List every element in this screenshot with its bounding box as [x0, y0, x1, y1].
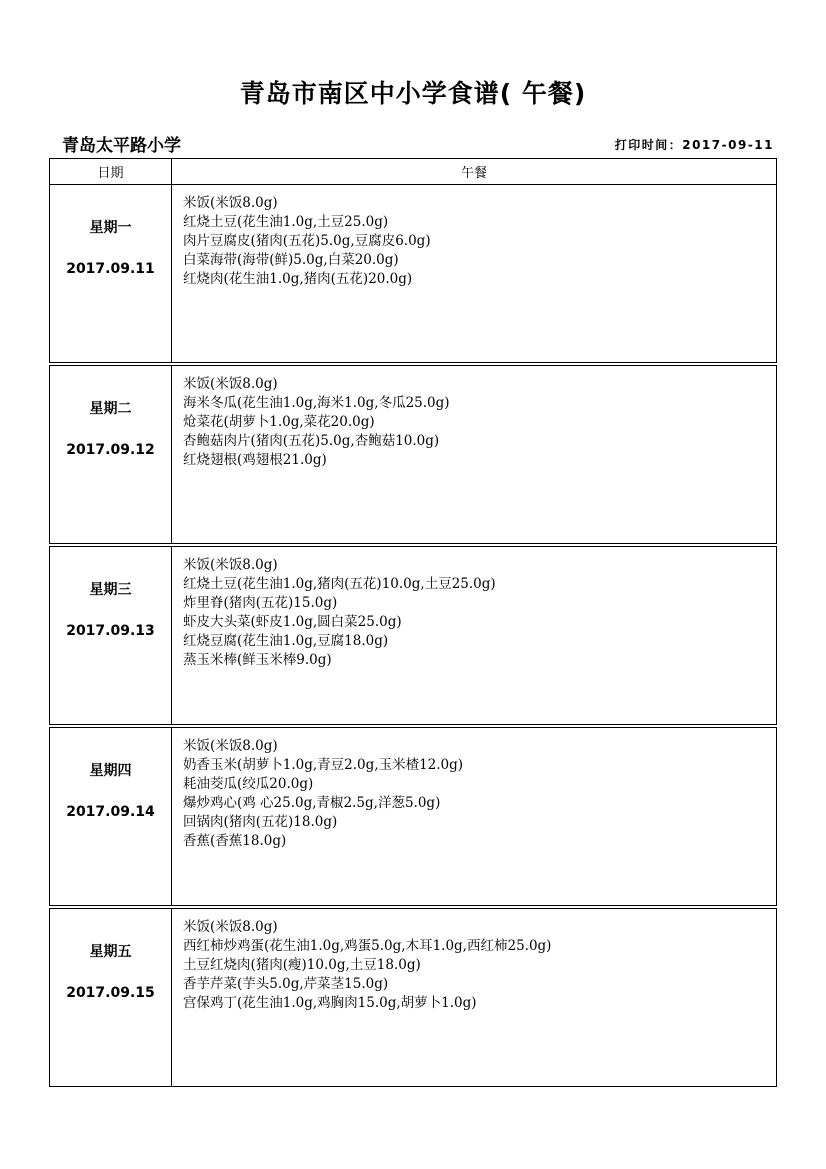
dish-item: 红烧豆腐(花生油1.0g,豆腐18.0g) — [183, 633, 389, 649]
dish-item: 米饭(米饭8.0g) — [183, 376, 278, 392]
print-time: 打印时间：2017-09-11 — [614, 138, 774, 152]
dish-item: 杏鲍菇肉片(猪肉(五花)5.0g,杏鲍菇10.0g) — [183, 433, 440, 449]
page-title: 青岛市南区中小学食谱( 午餐) — [239, 79, 587, 108]
table-row — [50, 909, 777, 1087]
weekday-label: 星期四 — [89, 763, 132, 779]
date-cell — [50, 909, 172, 1087]
date-label: 2017.09.12 — [66, 442, 155, 458]
dish-item: 红烧土豆(花生油1.0g,猪肉(五花)10.0g,土豆25.0g) — [183, 576, 496, 592]
dish-item: 米饭(米饭8.0g) — [183, 195, 278, 211]
dish-item: 米饭(米饭8.0g) — [183, 557, 278, 573]
weekday-label: 星期二 — [89, 401, 132, 417]
date-cell — [50, 728, 172, 906]
date-cell — [50, 366, 172, 544]
dish-item: 米饭(米饭8.0g) — [183, 738, 278, 754]
menu-table — [49, 158, 777, 1087]
dish-item: 耗油茭瓜(绞瓜20.0g) — [183, 776, 314, 792]
dish-item: 炸里脊(猪肉(五花)15.0g) — [183, 595, 338, 611]
dish-item: 奶香玉米(胡萝卜1.0g,青豆2.0g,玉米楂12.0g) — [183, 757, 464, 773]
table-row — [50, 185, 777, 363]
dish-item: 白菜海带(海带(鲜)5.0g,白菜20.0g) — [183, 252, 399, 268]
date-label: 2017.09.11 — [66, 261, 155, 277]
dish-item: 炝菜花(胡萝卜1.0g,菜花20.0g) — [183, 414, 375, 430]
date-column-header: 日期 — [50, 159, 172, 185]
table-row — [50, 547, 777, 725]
table-header-row — [50, 159, 777, 185]
date-cell — [50, 547, 172, 725]
dish-item: 宫保鸡丁(花生油1.0g,鸡胸肉15.0g,胡萝卜1.0g) — [183, 995, 477, 1011]
dish-item: 虾皮大头菜(虾皮1.0g,圆白菜25.0g) — [183, 614, 402, 630]
date-label: 2017.09.13 — [66, 623, 155, 639]
school-name: 青岛太平路小学 — [62, 136, 181, 156]
dish-item: 香蕉(香蕉18.0g) — [183, 833, 287, 849]
dish-item: 米饭(米饭8.0g) — [183, 919, 278, 935]
dish-item: 土豆红烧肉(猪肉(瘦)10.0g,土豆18.0g) — [183, 957, 421, 973]
dishes-cell — [172, 547, 777, 725]
dish-item: 海米冬瓜(花生油1.0g,海米1.0g,冬瓜25.0g) — [183, 395, 450, 411]
dish-item: 红烧翅根(鸡翅根21.0g) — [183, 452, 327, 468]
dish-item: 爆炒鸡心(鸡 心25.0g,青椒2.5g,洋葱5.0g) — [183, 795, 441, 811]
dishes-cell — [172, 185, 777, 363]
dish-item: 回锅肉(猪肉(五花)18.0g) — [183, 814, 338, 830]
date-label: 2017.09.14 — [66, 804, 155, 820]
weekday-label: 星期一 — [89, 220, 132, 236]
date-cell — [50, 185, 172, 363]
dish-item: 红烧土豆(花生油1.0g,土豆25.0g) — [183, 214, 389, 230]
dishes-cell — [172, 909, 777, 1087]
date-label: 2017.09.15 — [66, 985, 155, 1001]
dish-item: 红烧肉(花生油1.0g,猪肉(五花)20.0g) — [183, 271, 413, 287]
dishes-cell — [172, 728, 777, 906]
table-row — [50, 366, 777, 544]
weekday-label: 星期三 — [89, 582, 132, 598]
table-row — [50, 728, 777, 906]
dish-item: 肉片豆腐皮(猪肉(五花)5.0g,豆腐皮6.0g) — [183, 233, 431, 249]
lunch-column-header: 午餐 — [172, 159, 777, 185]
dishes-cell — [172, 366, 777, 544]
dish-item: 蒸玉米棒(鲜玉米棒9.0g) — [183, 652, 332, 668]
dish-item: 西红柿炒鸡蛋(花生油1.0g,鸡蛋5.0g,木耳1.0g,西红柿25.0g) — [183, 938, 552, 954]
dish-item: 香芋芹菜(芋头5.0g,芹菜茎15.0g) — [183, 976, 389, 992]
weekday-label: 星期五 — [89, 944, 132, 960]
menu-body — [50, 185, 777, 1087]
